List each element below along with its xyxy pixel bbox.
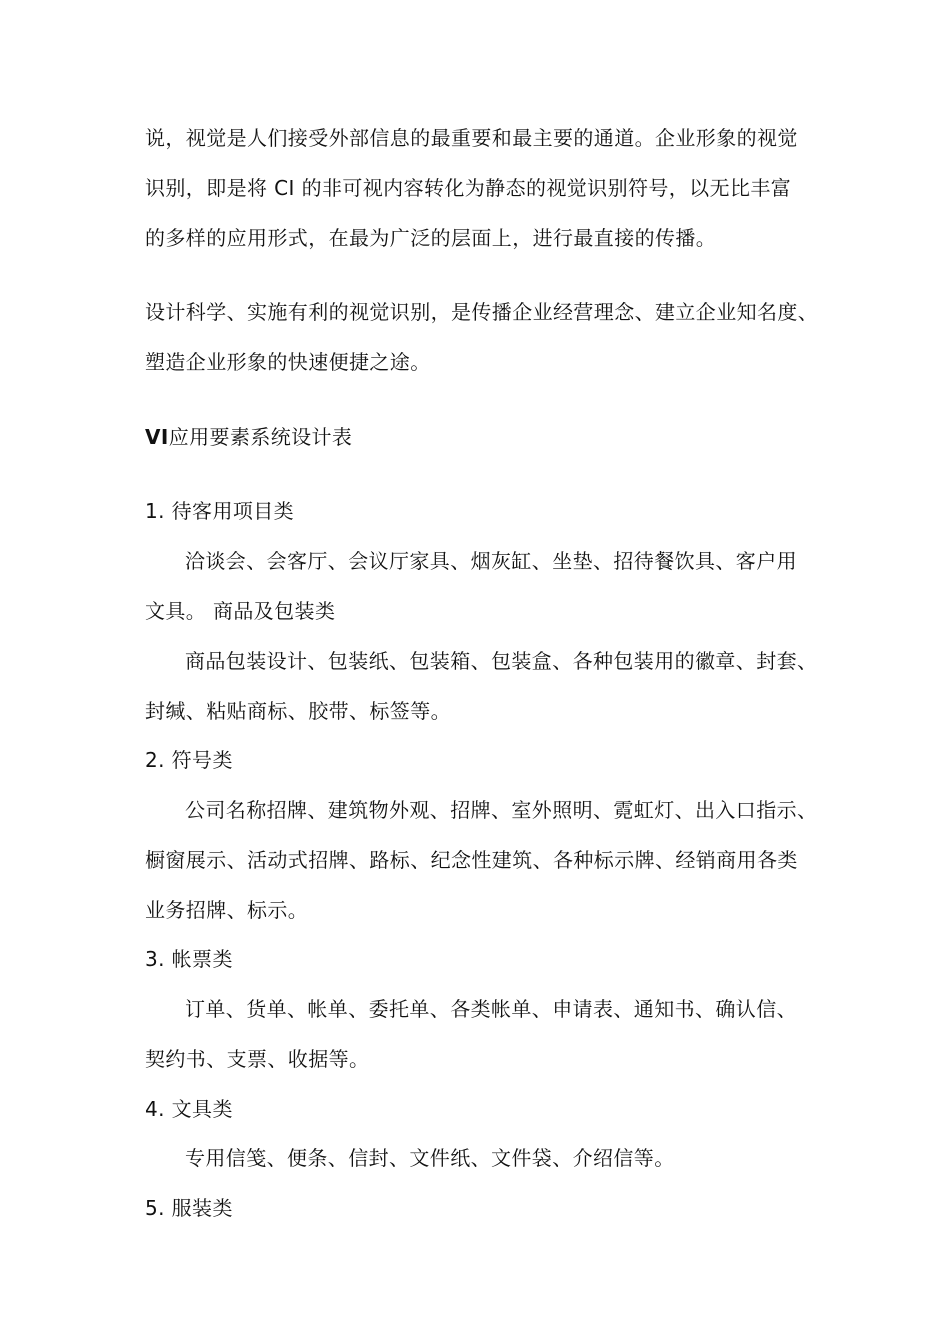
section-2-line-1: 公司名称招牌、建筑物外观、招牌、室外照明、霓虹灯、出入口指示、 (185, 798, 818, 822)
section-1-line-4: 封缄、粘贴商标、胶带、标签等。 (145, 699, 451, 723)
section-3-line-2: 契约书、支票、收据等。 (145, 1047, 370, 1071)
section-1-heading: 1. 待客用项目类 (145, 499, 295, 523)
section-3-line-1: 订单、货单、帐单、委托单、各类帐单、申请表、通知书、确认信、 (185, 997, 797, 1021)
table-title (145, 425, 352, 449)
intro-p2-line-2: 塑造企业形象的快速便捷之途。 (145, 350, 431, 374)
section-1-line-3: 商品包装设计、包装纸、包装箱、包装盒、各种包装用的徽章、封套、 (185, 649, 818, 673)
section-1-line-2: 文具。 商品及包装类 (145, 599, 336, 623)
section-4-heading: 4. 文具类 (145, 1097, 233, 1121)
section-2-line-2: 橱窗展示、活动式招牌、路标、纪念性建筑、各种标示牌、经销商用各类 (145, 848, 798, 872)
table-title-text: 应用要素系统设计表 (168, 425, 353, 449)
section-2-heading: 2. 符号类 (145, 748, 233, 772)
section-4-line-1: 专用信笺、便条、信封、文件纸、文件袋、介绍信等。 (185, 1146, 675, 1170)
table-title-prefix: VI (145, 425, 169, 449)
section-3-heading: 3. 帐票类 (145, 947, 233, 971)
section-5-heading: 5. 服装类 (145, 1196, 233, 1220)
intro-p2-line-1: 设计科学、实施有利的视觉识别，是传播企业经营理念、建立企业知名度、 (145, 300, 819, 324)
intro-p1-line-3: 的多样的应用形式，在最为广泛的层面上，进行最直接的传播。 (145, 226, 717, 250)
section-1-line-1: 洽谈会、会客厅、会议厅家具、烟灰缸、坐垫、招待餐饮具、客户用 (185, 549, 797, 573)
intro-p1-line-1: 说，视觉是人们接受外部信息的最重要和最主要的通道。企业形象的视觉 (145, 126, 798, 150)
section-2-line-3: 业务招牌、标示。 (145, 898, 309, 922)
intro-p1-line-2: 识别，即是将 CI 的非可视内容转化为静态的视觉识别符号，以无比丰富 (145, 176, 792, 200)
